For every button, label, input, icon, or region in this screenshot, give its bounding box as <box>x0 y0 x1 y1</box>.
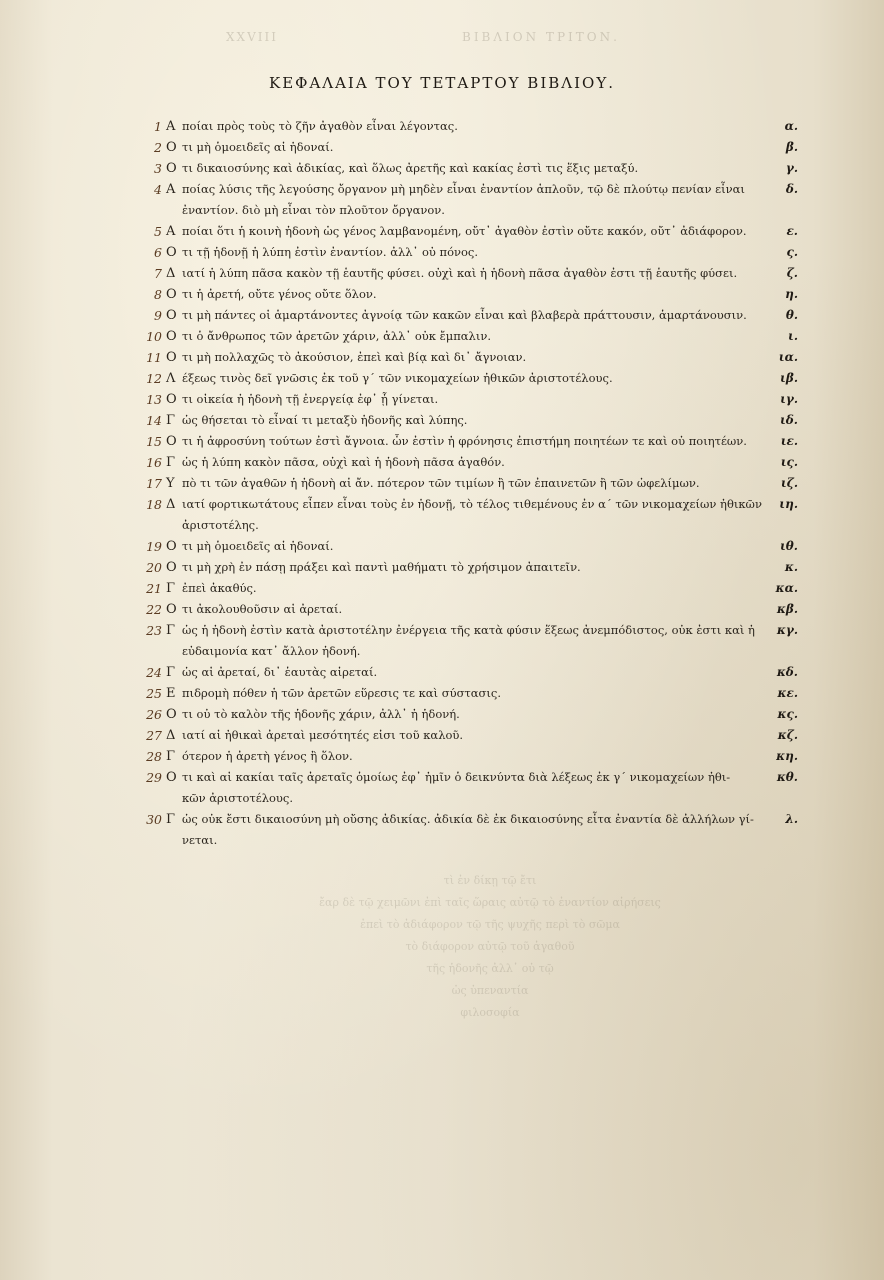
chapter-initial: Γ <box>166 581 176 596</box>
list-item <box>140 284 798 305</box>
chapter-number: 17 <box>146 476 162 491</box>
chapter-text <box>182 662 790 683</box>
chapter-number: 23 <box>146 623 162 638</box>
chapter-number: 4 <box>154 182 162 197</box>
chapter-text-line: τι ἡ ἀφροσύνη τούτων ἐστὶ ἄγνοια. ὧν ἐστὶν ἡ φρόνησις ἐπιστήμη ποιητέων τε καὶ οὐ ποιητέων. <box>182 434 747 448</box>
chapter-text <box>182 326 790 347</box>
chapter-number: 28 <box>146 749 162 764</box>
chapter-greek-numeral: κς. <box>777 707 798 721</box>
chapter-number: 6 <box>154 245 162 260</box>
chapter-number: 7 <box>154 266 162 281</box>
chapter-text-line: ὡς αἱ ἀρεταί, δι᾽ ἑαυτὰς αἱρεταί. <box>182 665 378 679</box>
chapter-initial: Ο <box>166 350 177 365</box>
chapter-initial: Ο <box>166 539 177 554</box>
chapter-number: 5 <box>154 224 162 239</box>
chapter-text <box>182 746 790 767</box>
list-item <box>140 578 798 599</box>
chapter-greek-numeral: ς. <box>786 245 798 259</box>
chapter-initial: Γ <box>166 455 176 470</box>
chapter-greek-numeral: ιδ. <box>780 413 798 427</box>
chapter-text-line: ιατί αἱ ἠθικαὶ ἀρεταὶ μεσότητές εἰσι τοῦ καλοῦ. <box>182 728 464 742</box>
chapter-greek-numeral: ιβ. <box>780 371 798 385</box>
chapter-initial: Ο <box>166 161 177 176</box>
chapter-initial: Ο <box>166 245 177 260</box>
chapter-text-line: τι ἡ ἀρετή, οὔτε γένος οὔτε ὅλον. <box>182 287 377 301</box>
chapter-number: 30 <box>146 812 162 827</box>
bleed-through-line: φιλοσοφία <box>460 1006 520 1019</box>
chapter-text <box>182 137 790 158</box>
chapter-greek-numeral: θ. <box>785 308 798 322</box>
chapter-text-line: τι τῇ ἡδονῇ ἡ λύπη ἐστὶν ἐναντίον. ἀλλ᾽ οὐ πόνος. <box>182 245 479 259</box>
chapter-text <box>182 347 790 368</box>
chapter-initial: Ο <box>166 140 177 155</box>
chapter-text <box>182 368 790 389</box>
chapter-text-continuation: ἐναντίον. διὸ μὴ εἶναι τὸν πλοῦτον ὄργανον. <box>182 203 445 217</box>
chapter-text-line: πὸ τι τῶν ἀγαθῶν ἡ ἡδονὴ αἱ ἄν. πότερον τῶν τιμίων ἢ τῶν ἐπαινετῶν ἢ τῶν ὠφελίμων. <box>182 476 700 490</box>
chapter-greek-numeral: η. <box>785 287 798 301</box>
chapter-number: 21 <box>146 581 162 596</box>
chapter-initial: Λ <box>166 371 176 386</box>
chapter-text-line: πιδρομὴ πόθεν ἡ τῶν ἀρετῶν εὕρεσις τε καὶ σύστασις. <box>182 686 501 700</box>
list-item <box>140 809 798 851</box>
chapter-initial: Γ <box>166 623 176 638</box>
chapter-number: 3 <box>154 161 162 176</box>
chapter-text-line: τι μὴ χρὴ ἐν πάσῃ πράξει καὶ παντὶ μαθήματι τὸ χρήσιμον ἀπαιτεῖν. <box>182 560 581 574</box>
chapter-text <box>182 725 790 746</box>
list-item <box>140 494 798 536</box>
list-item <box>140 242 798 263</box>
chapter-initial: Ε <box>166 686 176 701</box>
chapter-initial: Δ <box>166 728 176 743</box>
chapter-greek-numeral: ι. <box>788 329 798 343</box>
chapter-greek-numeral: ζ. <box>786 266 798 280</box>
chapter-number: 12 <box>146 371 162 386</box>
chapter-text-line: ιατί ἡ λύπη πᾶσα κακὸν τῇ ἑαυτῆς φύσει. οὐχὶ καὶ ἡ ἡδονὴ πᾶσα ἀγαθὸν ἐστι τῇ ἑαυτῆς φύσει. <box>182 266 738 280</box>
list-item <box>140 116 798 137</box>
chapter-text-line: ποίαι πρὸς τοὺς τὸ ζῆν ἀγαθὸν εἶναι λέγοντας. <box>182 119 458 133</box>
chapter-text <box>182 494 790 536</box>
chapter-text-line: ὡς ἡ λύπη κακὸν πᾶσα, οὐχὶ καὶ ἡ ἡδονὴ πᾶσα ἀγαθόν. <box>182 455 505 469</box>
bleed-through-text <box>260 870 720 1024</box>
chapter-initial: Ο <box>166 434 177 449</box>
chapter-initial: Γ <box>166 749 176 764</box>
list-item <box>140 767 798 809</box>
chapter-text <box>182 683 790 704</box>
chapter-text <box>182 284 790 305</box>
chapter-number: 16 <box>146 455 162 470</box>
list-item <box>140 620 798 662</box>
chapter-number: 13 <box>146 392 162 407</box>
chapter-text-line: τι μὴ πολλαχῶς τὸ ἀκούσιον, ἐπεὶ καὶ βίᾳ καὶ δι᾽ ἄγνοιαν. <box>182 350 527 364</box>
chapter-text <box>182 452 790 473</box>
chapter-greek-numeral: κ. <box>784 560 798 574</box>
list-item <box>140 326 798 347</box>
chapter-number: 2 <box>154 140 162 155</box>
chapter-initial: Ο <box>166 392 177 407</box>
list-item <box>140 410 798 431</box>
chapter-greek-numeral: α. <box>784 119 798 133</box>
chapter-initial: Α <box>166 119 176 134</box>
chapter-greek-numeral: ιγ. <box>780 392 798 406</box>
chapter-number: 25 <box>146 686 162 701</box>
chapter-greek-numeral: κβ. <box>776 602 798 616</box>
chapter-number: 9 <box>154 308 162 323</box>
chapter-greek-numeral: ιθ. <box>780 539 798 553</box>
chapter-text-continuation: νεται. <box>182 833 218 847</box>
chapter-text-line: τι ὁ ἄνθρωπος τῶν ἀρετῶν χάριν, ἀλλ᾽ οὐκ ἔμπαλιν. <box>182 329 491 343</box>
list-item <box>140 389 798 410</box>
chapter-greek-numeral: ε. <box>786 224 798 238</box>
chapter-number: 20 <box>146 560 162 575</box>
chapter-text <box>182 179 790 221</box>
chapter-initial: Ο <box>166 287 177 302</box>
list-item <box>140 746 798 767</box>
chapter-number: 1 <box>154 119 162 134</box>
chapter-text-line: ότερον ἡ ἀρετὴ γένος ἢ ὅλον. <box>182 749 353 763</box>
list-item <box>140 473 798 494</box>
chapter-greek-numeral: ιε. <box>780 434 798 448</box>
chapter-text <box>182 389 790 410</box>
chapter-text <box>182 305 790 326</box>
chapter-list <box>140 116 798 851</box>
chapter-initial: Γ <box>166 812 176 827</box>
chapter-text <box>182 557 790 578</box>
chapter-text-line: ἐπεὶ ἀκαθύς. <box>182 581 257 595</box>
page-title: ΚΕΦΑΛΑΙΑ ΤΟΥ ΤΕΤΑΡΤΟΥ ΒΙΒΛΙΟΥ. <box>268 74 615 92</box>
chapter-text <box>182 221 790 242</box>
bleed-through-line: τὶ ἐν δίκῃ τῷ ἔτι <box>443 874 537 887</box>
chapter-text-continuation: κῶν ἀριστοτέλους. <box>182 791 294 805</box>
chapter-text <box>182 158 790 179</box>
list-item <box>140 263 798 284</box>
chapter-text-line: τι μὴ πάντες οἱ ἁμαρτάνοντες ἀγνοίᾳ τῶν κακῶν εἶναι καὶ βλαβερὰ πράττουσιν, ἁμαρτάνουσιν. <box>182 308 747 322</box>
list-item <box>140 662 798 683</box>
chapter-text <box>182 767 790 809</box>
chapter-number: 27 <box>146 728 162 743</box>
list-item <box>140 557 798 578</box>
list-item <box>140 452 798 473</box>
chapter-initial: Δ <box>166 266 176 281</box>
chapter-number: 26 <box>146 707 162 722</box>
chapter-initial: Α <box>166 182 176 197</box>
chapter-greek-numeral: κα. <box>775 581 798 595</box>
chapter-greek-numeral: κγ. <box>776 623 798 637</box>
chapter-initial: Υ <box>166 476 175 491</box>
chapter-text <box>182 242 790 263</box>
chapter-text-continuation: ἀριστοτέλης. <box>182 518 259 532</box>
chapter-greek-numeral: ια. <box>778 350 798 364</box>
chapter-text-line: ὡς οὐκ ἔστι δικαιοσύνη μὴ οὔσης ἀδικίας. ἀδικία δὲ ἐκ δικαιοσύνης εἶτα ἐναντία δὲ ἀλλήλων γί- <box>182 812 754 826</box>
chapter-number: 14 <box>146 413 162 428</box>
list-item <box>140 599 798 620</box>
chapter-text-continuation: εὐδαιμονία κατ᾽ ἄλλον ἡδονή. <box>182 644 361 658</box>
chapter-text <box>182 431 790 452</box>
list-item <box>140 683 798 704</box>
bleed-through-line: ὡς ὑπεναντία <box>451 984 529 997</box>
chapter-number: 24 <box>146 665 162 680</box>
chapter-greek-numeral: κδ. <box>776 665 798 679</box>
list-item <box>140 368 798 389</box>
bleed-through-line: ἐπεὶ τὸ ἀδιάφορον τῷ τῆς ψυχῆς περὶ τὸ σῶμα <box>360 918 620 931</box>
chapter-text <box>182 578 790 599</box>
chapter-text-line: τι οἰκεία ἡ ἡδονὴ τῇ ἐνεργείᾳ ἐφ᾽ ᾗ γίνεται. <box>182 392 439 406</box>
chapter-text-line: ιατί φορτικωτάτους εἶπεν εἶναι τοὺς ἐν ἡδονῇ, τὸ τέλος τιθεμένους ἐν α´ τῶν νικομαχείων ἠθικῶν <box>182 497 762 511</box>
chapter-text-line: τι μὴ ὁμοειδεῖς αἱ ἡδοναί. <box>182 539 334 553</box>
chapter-number: 8 <box>154 287 162 302</box>
chapter-greek-numeral: γ. <box>785 161 798 175</box>
list-item <box>140 179 798 221</box>
list-item <box>140 725 798 746</box>
list-item <box>140 431 798 452</box>
chapter-text-line: ὡς ἡ ἡδονὴ ἐστὶν κατὰ ἀριστοτέλην ἐνέργεια τῆς κατὰ φύσιν ἕξεως ἀνεμπόδιστος, οὐκ ἐστι καὶ ἡ <box>182 623 755 637</box>
chapter-greek-numeral: λ. <box>785 812 798 826</box>
list-item <box>140 536 798 557</box>
chapter-greek-numeral: κε. <box>777 686 798 700</box>
chapter-text-line: τι οὐ τὸ καλὸν τῆς ἡδονῆς χάριν, ἀλλ᾽ ἡ ἡδονή. <box>182 707 460 721</box>
chapter-text <box>182 263 790 284</box>
chapter-text-line: ποίαι ὅτι ἡ κοινὴ ἡδονὴ ὡς γένος λαμβανομένη, οὔτ᾽ ἀγαθὸν ἐστὶν οὔτε κακόν, οὔτ᾽ ἀδιάφορον. <box>182 224 747 238</box>
chapter-number: 10 <box>146 329 162 344</box>
chapter-number: 29 <box>146 770 162 785</box>
bleed-through-line: τὸ διάφορον αὐτῷ τοῦ ἀγαθοῦ <box>405 940 575 953</box>
chapter-number: 11 <box>146 350 162 365</box>
chapter-text <box>182 116 790 137</box>
chapter-text <box>182 704 790 725</box>
chapter-initial: Ο <box>166 560 177 575</box>
chapter-initial: Ο <box>166 308 177 323</box>
chapter-text <box>182 620 790 662</box>
list-item <box>140 704 798 725</box>
chapter-initial: Γ <box>166 665 176 680</box>
list-item <box>140 347 798 368</box>
chapter-initial: Ο <box>166 329 177 344</box>
chapter-greek-numeral: β. <box>785 140 798 154</box>
chapter-greek-numeral: δ. <box>785 182 798 196</box>
chapter-text-line: ὡς θήσεται τὸ εἶναί τι μεταξὺ ἡδονῆς καὶ λύπης. <box>182 413 468 427</box>
chapter-greek-numeral: κη. <box>776 749 798 763</box>
chapter-text-line: τι δικαιοσύνης καὶ ἀδικίας, καὶ ὅλως ἀρετῆς καὶ κακίας ἐστὶ τις ἕξις μεταξύ. <box>182 161 639 175</box>
chapter-greek-numeral: ις. <box>780 455 798 469</box>
chapter-text <box>182 410 790 431</box>
chapter-text-line: έξεως τινὸς δεῖ γνῶσις ἐκ τοῦ γ´ τῶν νικομαχείων ἠθικῶν ἀριστοτέλους. <box>182 371 613 385</box>
chapter-text <box>182 809 790 851</box>
chapter-initial: Γ <box>166 413 176 428</box>
chapter-text-line: τι ἀκολουθοῦσιν αἱ ἀρεταί. <box>182 602 343 616</box>
bleed-through-line: ἔαρ δὲ τῷ χειμῶνι ἐπὶ ταῖς ὥραις αὐτῷ τὸ ἐναντίον αἰρήσεις <box>319 896 661 909</box>
chapter-text-line: ποίας λύσις τῆς λεγούσης ὄργανον μὴ μηδὲν εἶναι ἐναντίον ἁπλοῦν, τῷ δὲ πλούτῳ πενίαν εἶναι <box>182 182 745 196</box>
chapter-text <box>182 599 790 620</box>
chapter-text <box>182 473 790 494</box>
bleed-through-folio: XXVIII <box>226 30 278 44</box>
chapter-initial: Α <box>166 224 176 239</box>
chapter-number: 15 <box>146 434 162 449</box>
chapter-greek-numeral: ιζ. <box>780 476 798 490</box>
chapter-initial: Δ <box>166 497 176 512</box>
chapter-initial: Ο <box>166 602 177 617</box>
chapter-number: 19 <box>146 539 162 554</box>
chapter-greek-numeral: ιη. <box>779 497 798 511</box>
bleed-through-line: τῆς ἡδονῆς ἀλλ᾽ οὐ τῷ <box>426 962 554 975</box>
chapter-initial: Ο <box>166 707 177 722</box>
list-item <box>140 221 798 242</box>
chapter-text-line: τι μὴ ὁμοειδεῖς αἱ ἡδοναί. <box>182 140 334 154</box>
chapter-greek-numeral: κζ. <box>777 728 798 742</box>
bleed-through-running-head: ΒΙΒΛΙΟΝ ΤΡΙΤΟΝ. <box>462 30 620 44</box>
chapter-text <box>182 536 790 557</box>
chapter-text-line: τι καὶ αἱ κακίαι ταῖς ἀρεταῖς ὁμοίως ἐφ᾽ ἡμῖν ὁ δεικνύντα διὰ λέξεως ἐκ γ´ νικομαχείων ἠθι- <box>182 770 731 784</box>
chapter-number: 22 <box>146 602 162 617</box>
chapter-initial: Ο <box>166 770 177 785</box>
list-item <box>140 137 798 158</box>
list-item <box>140 305 798 326</box>
chapter-number: 18 <box>146 497 162 512</box>
list-item <box>140 158 798 179</box>
chapter-greek-numeral: κθ. <box>776 770 798 784</box>
